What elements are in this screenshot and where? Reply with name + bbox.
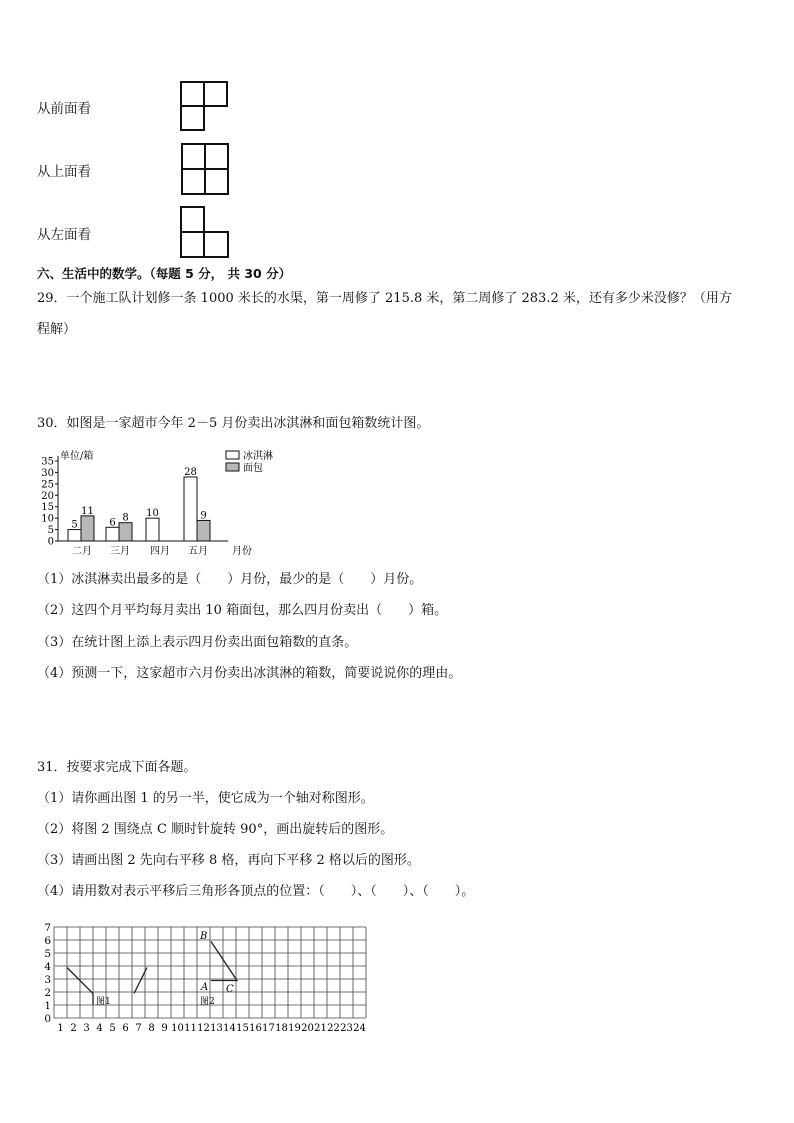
view-top-label: 从上面看 bbox=[37, 164, 91, 180]
question-31-sub1: （1）请你画出图 1 的另一半，使它成为一个轴对称图形。 bbox=[37, 791, 374, 806]
grid-x-label: 23 bbox=[340, 1023, 353, 1034]
x-category-label: 五月 bbox=[188, 546, 208, 557]
grid-x-label: 11 bbox=[184, 1023, 197, 1034]
question-31-sub4: （4）请用数对表示平移后三角形各顶点的位置：（ ）、（ ）、（ ）。 bbox=[37, 884, 475, 899]
grid-x-label: 5 bbox=[109, 1023, 116, 1034]
grid-y-label: 0 bbox=[44, 1013, 51, 1025]
figure-2-triangle bbox=[211, 942, 237, 981]
legend-swatch bbox=[226, 463, 239, 471]
coordinate-grid bbox=[40, 924, 380, 1040]
grid-x-label: 19 bbox=[288, 1023, 301, 1034]
y-tick-label: 5 bbox=[47, 525, 54, 537]
y-tick-label: 35 bbox=[41, 456, 54, 468]
grid-x-label: 10 bbox=[171, 1023, 184, 1034]
grid-y-label: 2 bbox=[44, 987, 51, 999]
question-30-intro: 30．如图是一家超市今年 2－5 月份卖出冰淇淋和面包箱数统计图。 bbox=[37, 416, 430, 431]
question-31-sub2: （2）将图 2 围绕点 C 顺时针旋转 90°，画出旋转后的图形。 bbox=[37, 822, 394, 837]
bar-value-label: 10 bbox=[146, 508, 159, 520]
grid-x-label: 13 bbox=[210, 1023, 223, 1034]
bar-bread bbox=[81, 516, 94, 541]
bar-icecream bbox=[146, 518, 159, 541]
top-view-figure bbox=[178, 142, 232, 198]
front-view-figure bbox=[178, 80, 230, 134]
legend-label: 冰淇淋 bbox=[243, 451, 273, 462]
bar-icecream bbox=[184, 477, 197, 541]
section-heading: 六、生活中的数学。（每题 5 分， 共 30 分） bbox=[37, 266, 292, 281]
bar-bread bbox=[197, 520, 210, 541]
y-tick-label: 0 bbox=[47, 536, 54, 548]
grid-x-label: 8 bbox=[148, 1023, 155, 1034]
bar-bread bbox=[119, 523, 132, 541]
bar-icecream bbox=[106, 527, 119, 541]
chart-ylabel: 单位/箱 bbox=[60, 451, 94, 462]
bar-value-label: 28 bbox=[184, 467, 197, 478]
question-30-sub3: （3）在统计图上添上表示四月份卖出面包箱数的直条。 bbox=[37, 635, 358, 650]
point-a-label: A bbox=[201, 982, 209, 993]
view-left-label: 从左面看 bbox=[37, 227, 91, 243]
grid-x-label: 17 bbox=[262, 1023, 275, 1034]
question-29-line1: 29．一个施工队计划修一条 1000 米长的水渠，第一周修了 215.8 米，第二周修了 283.2 米，还有多少米没修？（用方 bbox=[37, 291, 732, 306]
chart-xlabel: 月份 bbox=[232, 546, 252, 557]
grid-y-label: 6 bbox=[44, 935, 51, 947]
x-category-label: 三月 bbox=[110, 546, 130, 557]
point-c-label: C bbox=[226, 984, 234, 995]
grid-y-label: 5 bbox=[44, 948, 51, 960]
figure-2-label: 图2 bbox=[200, 997, 215, 1007]
grid-y-label: 7 bbox=[44, 922, 51, 934]
y-tick-label: 20 bbox=[41, 490, 54, 502]
grid-y-label: 1 bbox=[44, 1000, 51, 1012]
grid-x-label: 18 bbox=[275, 1023, 288, 1034]
grid-x-label: 7 bbox=[135, 1023, 142, 1034]
grid-y-label: 3 bbox=[44, 974, 51, 986]
grid-x-label: 6 bbox=[122, 1023, 129, 1034]
question-31-sub3: （3）请画出图 2 先向右平移 8 格，再向下平移 2 格以后的图形。 bbox=[37, 853, 420, 868]
y-tick-label: 30 bbox=[41, 467, 54, 479]
grid-x-label: 3 bbox=[83, 1023, 90, 1034]
grid-x-label: 1 bbox=[57, 1023, 64, 1034]
grid-x-label: 4 bbox=[96, 1023, 103, 1034]
bar-value-label: 9 bbox=[200, 510, 207, 522]
question-30-sub4: （4）预测一下，这家超市六月份卖出冰淇淋的箱数，简要说说你的理由。 bbox=[37, 666, 462, 681]
question-30-sub2: （2）这四个月平均每月卖出 10 箱面包，那么四月份卖出（ ）箱。 bbox=[37, 603, 448, 618]
point-b-label: B bbox=[200, 931, 208, 942]
grid-x-label: 15 bbox=[236, 1023, 249, 1034]
grid-x-label: 9 bbox=[161, 1023, 168, 1034]
grid-x-label: 14 bbox=[223, 1023, 236, 1034]
bar-value-label: 8 bbox=[122, 512, 129, 524]
bar-chart bbox=[36, 446, 273, 560]
x-category-label: 四月 bbox=[150, 546, 170, 557]
grid-x-label: 21 bbox=[314, 1023, 327, 1034]
x-category-label: 二月 bbox=[72, 546, 92, 557]
grid-x-label: 22 bbox=[327, 1023, 340, 1034]
y-tick-label: 25 bbox=[41, 479, 54, 491]
grid-x-label: 20 bbox=[301, 1023, 314, 1034]
view-front-label: 从前面看 bbox=[37, 101, 91, 117]
grid-x-label: 2 bbox=[70, 1023, 77, 1034]
grid-x-label: 12 bbox=[197, 1023, 210, 1034]
grid-x-label: 24 bbox=[353, 1023, 366, 1034]
bar-value-label: 11 bbox=[81, 505, 94, 517]
grid-y-label: 4 bbox=[44, 961, 51, 973]
left-view-figure bbox=[178, 205, 232, 261]
bar-value-label: 6 bbox=[109, 517, 116, 529]
bar-value-label: 5 bbox=[71, 519, 78, 531]
y-tick-label: 15 bbox=[41, 502, 54, 514]
question-31-intro: 31．按要求完成下面各题。 bbox=[37, 760, 197, 775]
bar-icecream bbox=[68, 530, 81, 541]
legend-label: 面包 bbox=[243, 463, 263, 474]
question-30-sub1: （1）冰淇淋卖出最多的是（ ）月份，最少的是（ ）月份。 bbox=[37, 572, 423, 587]
y-tick-label: 10 bbox=[41, 513, 54, 525]
question-29-line2: 程解） bbox=[37, 322, 77, 337]
grid-x-label: 16 bbox=[249, 1023, 262, 1034]
legend-swatch bbox=[226, 451, 239, 459]
figure-1-label: 图1 bbox=[96, 997, 111, 1007]
